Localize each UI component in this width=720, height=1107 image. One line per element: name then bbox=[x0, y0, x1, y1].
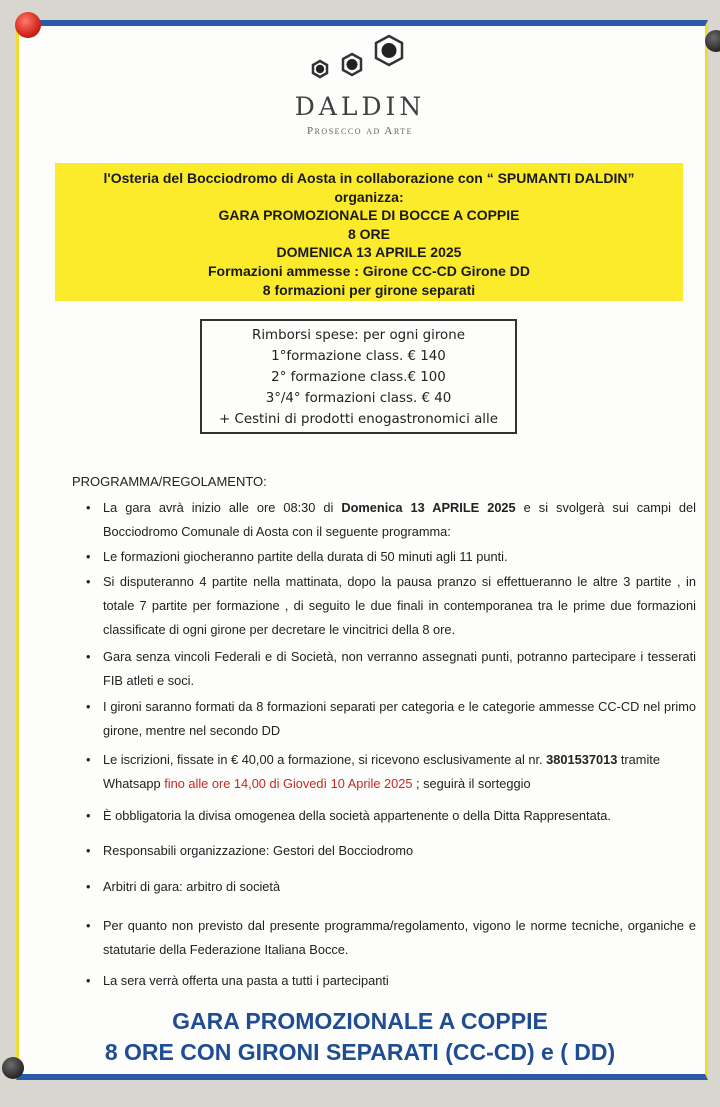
list-item-text: La sera verrà offerta una pasta a tutti i partecipanti bbox=[103, 973, 389, 988]
footer-line: 8 ORE CON GIRONI SEPARATI (CC-CD) e ( DD) bbox=[104, 1039, 616, 1065]
footer-banner bbox=[0, 1006, 720, 1068]
bullet: • bbox=[86, 843, 91, 858]
bullet: • bbox=[86, 973, 91, 988]
text-run: Le iscrizioni, fissate in € 40,00 a formazione, si ricevono esclusivamente al nr. bbox=[103, 752, 547, 767]
list-item bbox=[86, 496, 696, 544]
refund-line: Rimborsi spese: per ogni girone bbox=[252, 328, 465, 343]
daldin-logo bbox=[0, 34, 720, 137]
bullet: • bbox=[86, 699, 91, 714]
date-bold: Domenica 13 APRILE 2025 bbox=[341, 500, 516, 515]
list-item bbox=[86, 545, 696, 569]
bullet: • bbox=[86, 752, 91, 767]
header-line: 8 ORE bbox=[347, 225, 390, 242]
text-run: ; seguirà il sorteggio bbox=[412, 776, 531, 791]
list-item-text: Le formazioni giocheranno partite della durata di 50 minuti agli 11 punti. bbox=[103, 549, 508, 564]
list-item-text: È obbligatoria la divisa omogenea della società appartenente o della Ditta Rappresentata. bbox=[103, 808, 611, 823]
list-item bbox=[86, 969, 696, 993]
text-run: e si svolgerà sui campi del Bocciodromo Comunale di Aosta con il seguente programma: bbox=[103, 500, 696, 539]
list-item-text: Arbitri di gara: arbitro di società bbox=[103, 879, 281, 894]
list-item-text: Gara senza vincoli Federali e di Società, non verranno assegnati punti, potranno partecipare i tesserati FIB atleti e soci. bbox=[103, 649, 696, 688]
bullet: • bbox=[86, 918, 91, 933]
list-item bbox=[86, 748, 696, 796]
bullet: • bbox=[86, 549, 91, 564]
list-item-text bbox=[103, 748, 696, 796]
list-item bbox=[86, 875, 696, 899]
list-item bbox=[86, 804, 696, 828]
three-hexagon-bocce-icon bbox=[304, 34, 416, 88]
bullet: • bbox=[86, 500, 91, 515]
list-item bbox=[86, 839, 696, 863]
refund-line: 2° formazione class.€ 100 bbox=[271, 370, 446, 385]
list-item-text: Per quanto non previsto dal presente programma/regolamento, vigono le norme tecniche, organiche e statutarie della Federazione Italiana Bocce. bbox=[103, 918, 696, 957]
bullet: • bbox=[86, 574, 91, 589]
phone-number: 3801537013 bbox=[546, 752, 618, 767]
bullet: • bbox=[86, 649, 91, 664]
list-item-text bbox=[103, 496, 696, 544]
bullet: • bbox=[86, 879, 91, 894]
refunds-box bbox=[200, 319, 517, 434]
header-line: 8 formazioni per girone separati bbox=[262, 281, 476, 298]
header-line: l'Osteria del Bocciodromo di Aosta in collaborazione con “ SPUMANTI DALDIN” bbox=[103, 170, 635, 186]
refund-line: + Cestini di prodotti enogastronomici alle bbox=[219, 412, 498, 427]
bullet: • bbox=[86, 808, 91, 823]
header-line: DOMENICA 13 APRILE 2025 bbox=[276, 244, 462, 261]
header-line: GARA PROMOZIONALE DI BOCCE A COPPIE bbox=[218, 207, 520, 224]
list-item-text: Responsabili organizzazione: Gestori del Bocciodromo bbox=[103, 843, 414, 858]
header-line: organizza: bbox=[334, 188, 404, 205]
program-title: PROGRAMMA/REGOLAMENTO: bbox=[72, 474, 267, 489]
footer-line: GARA PROMOZIONALE A COPPIE bbox=[172, 1008, 548, 1034]
refund-line: 3°/4° formazioni class. € 40 bbox=[265, 391, 452, 406]
list-item bbox=[86, 645, 696, 693]
deadline-red: fino alle ore 14,00 di Giovedì 10 Aprile 2025 bbox=[164, 776, 413, 791]
list-item-text: I gironi saranno formati da 8 formazioni separati per categoria e le categorie ammesse CC-CD nel primo girone, mentre nel secondo DD bbox=[103, 699, 696, 738]
brand-tagline: Prosecco ad Arte bbox=[306, 125, 414, 137]
text-run: tramite Whatsapp bbox=[103, 752, 660, 791]
list-item bbox=[86, 914, 696, 962]
event-header-box bbox=[55, 163, 683, 301]
list-item bbox=[86, 695, 696, 743]
list-item bbox=[86, 570, 696, 642]
text-run: La gara avrà inizio alle ore 08:30 di bbox=[103, 500, 342, 515]
refund-line: 1°formazione class. € 140 bbox=[271, 349, 446, 364]
list-item-text: Si disputeranno 4 partite nella mattinata, dopo la pausa pranzo si effettueranno le altre 3 partite , in totale 7 partite per formazione , di seguito le due finali in contemporanea tra le prime due formazioni classificate di ogni girone per decretare le vincitrici della 8 ore. bbox=[103, 574, 696, 637]
brand-name: DALDIN bbox=[294, 92, 426, 121]
header-line: Formazioni ammesse : Girone CC-CD Girone DD bbox=[207, 262, 531, 279]
